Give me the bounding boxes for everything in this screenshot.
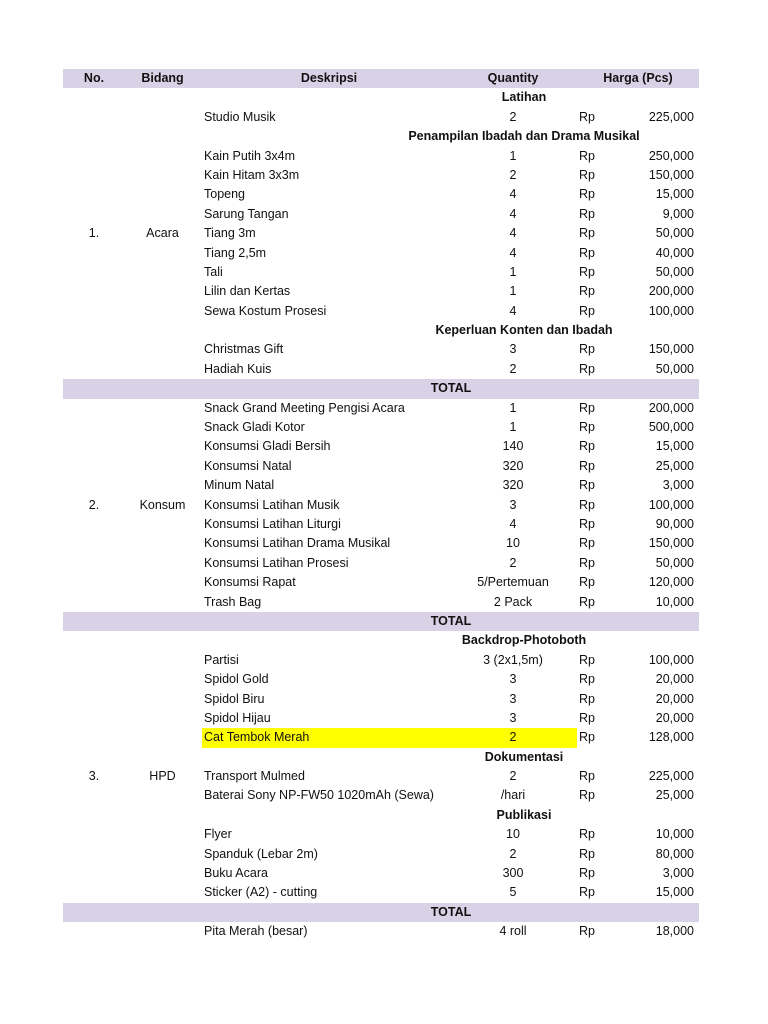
item-price: 10,000 <box>655 594 694 609</box>
currency-label: Rp <box>579 594 595 609</box>
currency-label: Rp <box>579 167 595 182</box>
group-number: 2. <box>88 497 100 512</box>
item-price: 9,000 <box>662 206 694 221</box>
item-quantity: 4 <box>509 303 517 318</box>
section-header-row <box>63 748 699 767</box>
item-price: 50,000 <box>655 264 694 279</box>
item-description: Flyer <box>204 827 232 842</box>
currency-label: Rp <box>579 109 595 124</box>
item-price: 250,000 <box>648 148 694 163</box>
section-title: Penampilan Ibadah dan Drama Musikal <box>408 129 640 144</box>
item-quantity: 10 <box>506 827 520 842</box>
item-quantity: 300 <box>502 866 524 881</box>
section-header-row <box>63 806 699 825</box>
currency-label: Rp <box>579 924 595 939</box>
table-row <box>63 147 699 166</box>
item-price: 3,000 <box>662 478 694 493</box>
item-price: 20,000 <box>655 672 694 687</box>
currency-label: Rp <box>579 342 595 357</box>
header-harga: Harga (Pcs) <box>603 71 673 85</box>
item-price: 40,000 <box>655 245 694 260</box>
item-quantity: 2 Pack <box>493 594 533 609</box>
item-description: Hadiah Kuis <box>204 361 272 376</box>
total-row <box>63 903 699 922</box>
table-row <box>63 709 699 728</box>
item-price: 100,000 <box>648 497 694 512</box>
item-description: Sticker (A2) - cutting <box>204 885 318 900</box>
item-description: Tiang 3m <box>204 226 256 241</box>
item-description: Kain Putih 3x4m <box>204 148 296 163</box>
item-description: Konsumsi Latihan Liturgi <box>204 516 341 531</box>
section-header-row <box>63 321 699 340</box>
header-bidang: Bidang <box>141 71 184 85</box>
item-quantity: 3 (2x1,5m) <box>483 652 543 667</box>
table-body <box>63 88 699 941</box>
item-price: 500,000 <box>648 420 694 435</box>
table-row <box>63 185 699 204</box>
item-price: 20,000 <box>655 710 694 725</box>
item-description: Spidol Biru <box>204 691 265 706</box>
item-price: 200,000 <box>648 400 694 415</box>
table-row <box>63 922 699 941</box>
currency-label: Rp <box>579 148 595 163</box>
table-row <box>63 534 699 553</box>
item-price: 150,000 <box>648 167 694 182</box>
currency-label: Rp <box>579 555 595 570</box>
item-quantity: 3 <box>509 342 517 357</box>
item-description: Spidol Gold <box>204 672 269 687</box>
currency-label: Rp <box>579 439 595 454</box>
currency-label: Rp <box>579 400 595 415</box>
item-price: 80,000 <box>655 846 694 861</box>
item-quantity: 1 <box>509 264 517 279</box>
table-row <box>63 651 699 670</box>
currency-label: Rp <box>579 710 595 725</box>
table-row <box>63 690 699 709</box>
table-row <box>63 457 699 476</box>
currency-label: Rp <box>579 226 595 241</box>
table-row <box>63 340 699 359</box>
item-quantity: 4 roll <box>499 924 527 939</box>
item-quantity: 1 <box>509 420 517 435</box>
item-price: 50,000 <box>655 555 694 570</box>
table-row <box>63 244 699 263</box>
currency-label: Rp <box>579 691 595 706</box>
item-quantity: 2 <box>509 555 517 570</box>
total-label: TOTAL <box>430 904 472 919</box>
group-bidang: Acara <box>146 226 179 241</box>
table-row <box>63 437 699 456</box>
item-price: 128,000 <box>648 730 694 745</box>
item-quantity: 3 <box>509 691 517 706</box>
item-description: Konsumsi Latihan Drama Musikal <box>204 536 391 551</box>
budget-table <box>63 69 699 942</box>
table-row <box>63 282 699 301</box>
item-description: Tali <box>204 264 223 279</box>
currency-label: Rp <box>579 575 595 590</box>
item-description: Konsumsi Gladi Bersih <box>204 439 331 454</box>
item-description: Partisi <box>204 652 239 667</box>
table-row <box>63 670 699 689</box>
item-price: 15,000 <box>655 885 694 900</box>
item-description: Spanduk (Lebar 2m) <box>204 846 318 861</box>
group-block <box>63 399 699 612</box>
item-description: Buku Acara <box>204 866 268 881</box>
item-price: 50,000 <box>655 226 694 241</box>
currency-label: Rp <box>579 420 595 435</box>
table-row <box>63 573 699 592</box>
table-row <box>63 825 699 844</box>
item-price: 100,000 <box>648 652 694 667</box>
currency-label: Rp <box>579 284 595 299</box>
total-label: TOTAL <box>430 381 472 396</box>
item-quantity: 2 <box>509 769 517 784</box>
item-quantity: 320 <box>502 478 524 493</box>
item-quantity: 3 <box>509 497 517 512</box>
item-quantity: 3 <box>509 710 517 725</box>
item-description: Minum Natal <box>204 478 275 493</box>
item-price: 50,000 <box>655 361 694 376</box>
item-quantity: 2 <box>509 361 517 376</box>
item-price: 3,000 <box>662 866 694 881</box>
item-quantity: 4 <box>509 245 517 260</box>
currency-label: Rp <box>579 769 595 784</box>
currency-label: Rp <box>579 497 595 512</box>
item-quantity: /hari <box>500 788 526 803</box>
group-number: 1. <box>88 226 100 241</box>
table-row <box>63 205 699 224</box>
currency-label: Rp <box>579 827 595 842</box>
table-row <box>63 845 699 864</box>
item-description: Studio Musik <box>204 109 276 124</box>
currency-label: Rp <box>579 866 595 881</box>
item-quantity: 320 <box>502 458 524 473</box>
currency-label: Rp <box>579 478 595 493</box>
item-price: 20,000 <box>655 691 694 706</box>
item-price: 18,000 <box>655 924 694 939</box>
table-row <box>63 263 699 282</box>
item-quantity: 1 <box>509 148 517 163</box>
item-description: Pita Merah (besar) <box>204 924 308 939</box>
item-description: Konsumsi Natal <box>204 458 292 473</box>
section-header-row <box>63 631 699 650</box>
currency-label: Rp <box>579 885 595 900</box>
item-price: 225,000 <box>648 769 694 784</box>
item-description: Lilin dan Kertas <box>204 284 291 299</box>
item-description: Baterai Sony NP-FW50 1020mAh (Sewa) <box>204 788 434 803</box>
table-row <box>63 883 699 902</box>
group-bidang: HPD <box>149 769 176 784</box>
item-quantity: 3 <box>509 672 517 687</box>
total-row <box>63 379 699 398</box>
item-price: 120,000 <box>648 575 694 590</box>
item-description: Cat Tembok Merah <box>202 728 577 747</box>
section-title: Publikasi <box>496 807 552 822</box>
table-row <box>63 593 699 612</box>
item-description: Spidol Hijau <box>204 710 271 725</box>
table-row <box>63 302 699 321</box>
item-description: Snack Gladi Kotor <box>204 420 305 435</box>
item-description: Konsumsi Latihan Musik <box>204 497 340 512</box>
group-bidang: Konsum <box>139 497 186 512</box>
table-row <box>63 864 699 883</box>
table-row <box>63 108 699 127</box>
item-quantity: 4 <box>509 206 517 221</box>
table-row <box>63 476 699 495</box>
table-row <box>63 360 699 379</box>
currency-label: Rp <box>579 516 595 531</box>
item-description: Konsumsi Latihan Prosesi <box>204 555 349 570</box>
item-quantity: 2 <box>509 109 517 124</box>
item-quantity: 2 <box>509 167 517 182</box>
currency-label: Rp <box>579 264 595 279</box>
total-label: TOTAL <box>430 613 472 628</box>
section-header-row <box>63 88 699 107</box>
item-quantity: 4 <box>509 516 517 531</box>
item-price: 25,000 <box>655 788 694 803</box>
item-quantity: 4 <box>509 187 517 202</box>
item-quantity: 4 <box>509 226 517 241</box>
item-description: Sewa Kostum Prosesi <box>204 303 327 318</box>
currency-label: Rp <box>579 245 595 260</box>
item-description: Topeng <box>204 187 246 202</box>
table-row <box>63 166 699 185</box>
table-row <box>63 399 699 418</box>
item-price: 200,000 <box>648 284 694 299</box>
item-price: 225,000 <box>648 109 694 124</box>
item-description: Kain Hitam 3x3m <box>204 167 300 182</box>
item-quantity: 2 <box>456 728 570 747</box>
item-price: 100,000 <box>648 303 694 318</box>
currency-label: Rp <box>579 652 595 667</box>
item-quantity: 2 <box>509 846 517 861</box>
section-title: Backdrop-Photoboth <box>461 633 587 648</box>
total-row <box>63 612 699 631</box>
item-quantity: 140 <box>502 439 524 454</box>
table-row <box>63 554 699 573</box>
item-price: 90,000 <box>655 516 694 531</box>
item-description: Tiang 2,5m <box>204 245 267 260</box>
item-price: 15,000 <box>655 439 694 454</box>
item-price: 150,000 <box>648 342 694 357</box>
item-description: Sarung Tangan <box>204 206 289 221</box>
item-description: Konsumsi Rapat <box>204 575 296 590</box>
section-header-row <box>63 127 699 146</box>
header-no: No. <box>83 71 105 85</box>
item-quantity: 5/Pertemuan <box>477 575 549 590</box>
table-row <box>63 418 699 437</box>
item-description: Snack Grand Meeting Pengisi Acara <box>204 400 405 415</box>
group-number: 3. <box>88 769 100 784</box>
table-row <box>63 728 699 747</box>
currency-label: Rp <box>579 788 595 803</box>
header-quantity: Quantity <box>487 71 539 85</box>
currency-label: Rp <box>579 730 595 745</box>
currency-label: Rp <box>579 672 595 687</box>
currency-label: Rp <box>579 206 595 221</box>
item-description: Transport Mulmed <box>204 769 305 784</box>
item-price: 150,000 <box>648 536 694 551</box>
table-row <box>63 515 699 534</box>
group-block <box>63 88 699 379</box>
item-quantity: 5 <box>509 885 517 900</box>
currency-label: Rp <box>579 303 595 318</box>
currency-label: Rp <box>579 187 595 202</box>
section-title: Dokumentasi <box>484 749 564 764</box>
item-description: Trash Bag <box>204 594 262 609</box>
group-block <box>63 631 699 902</box>
item-price: 15,000 <box>655 187 694 202</box>
currency-label: Rp <box>579 536 595 551</box>
currency-label: Rp <box>579 361 595 376</box>
item-quantity: 10 <box>506 536 520 551</box>
item-description: Christmas Gift <box>204 342 284 357</box>
header-deskripsi: Deskripsi <box>300 71 358 85</box>
item-price: 10,000 <box>655 827 694 842</box>
currency-label: Rp <box>579 458 595 473</box>
item-quantity: 1 <box>509 284 517 299</box>
item-quantity: 1 <box>509 400 517 415</box>
section-title: Latihan <box>501 90 547 105</box>
item-price: 25,000 <box>655 458 694 473</box>
currency-label: Rp <box>579 846 595 861</box>
table-row <box>63 786 699 805</box>
section-title: Keperluan Konten dan Ibadah <box>435 323 613 338</box>
table-header <box>63 69 699 88</box>
